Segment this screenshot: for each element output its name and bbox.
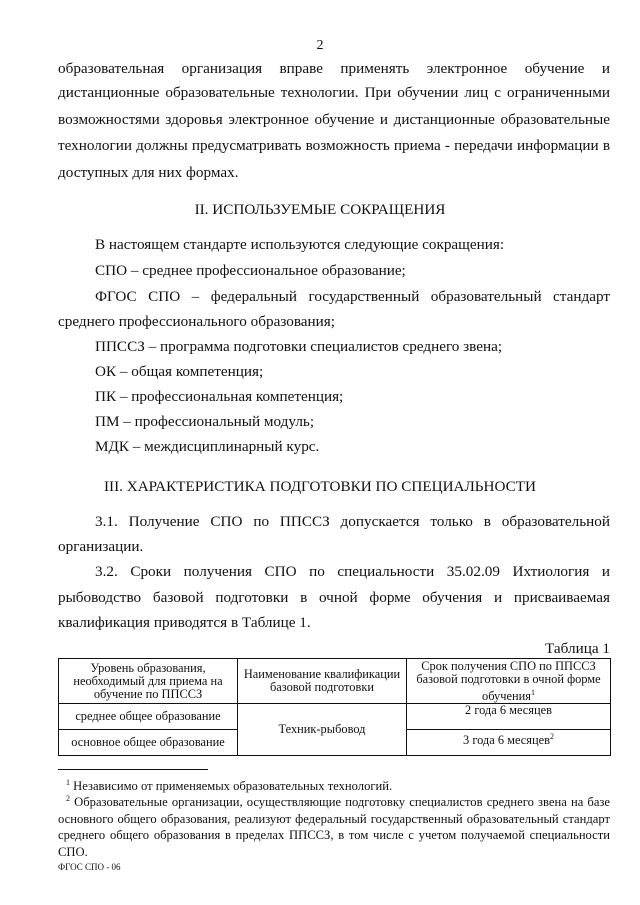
intro-paragraph: дистанционные образовательные технологии. При обучении лиц с ограниченными возможностями здоровья электронное обучение и дистанционные образовательные технологии должны предусматривать возможность приема - передачи информации в доступных для них формах. [58, 84, 610, 181]
footnote-2-mark: 2 [66, 794, 70, 803]
abbrev-spo: СПО – среднее профессиональное образование; [95, 262, 406, 279]
footnote-1-text: Независимо от применяемых образовательных технологий. [73, 779, 393, 793]
para-3-1-line-1: 3.1. Получение СПО по ППССЗ допускается только в образовательной [95, 513, 610, 530]
row-2-term-text: 3 года 6 месяцев [463, 733, 550, 747]
abbrev-pm: ПМ – профессиональный модуль; [95, 413, 315, 430]
para-3-2-line-3: квалификация приводятся в Таблице 1. [58, 614, 311, 631]
abbrev-lead: В настоящем стандарте используются следующие сокращения: [95, 236, 505, 253]
abbrev-ppssz: ППССЗ – программа подготовки специалистов среднего звена; [95, 338, 503, 355]
row-2-term [407, 730, 611, 756]
para-3-2-line-1: 3.2. Сроки получения СПО по специальности 35.02.09 Ихтиология и [95, 563, 610, 580]
para-3-2-line-2: рыбоводство базовой подготовки в очной форме обучения и присваиваемая [58, 589, 610, 606]
page-footer: ФГОС СПО - 06 [58, 862, 121, 872]
table-caption: Таблица 1 [545, 640, 610, 657]
footnote-2-text: Образовательные организации, осуществляющие подготовку специалистов среднего звена на базе основного общего образования, реализуют федеральный государственный образовательный стандарт среднего общего образования в пределах ППССЗ, в том числе с учетом получаемой специальности СПО. [58, 795, 610, 859]
terms-table [58, 658, 611, 756]
footnote-1-mark: 1 [66, 778, 70, 787]
abbrev-ok: ОК – общая компетенция; [95, 363, 264, 380]
qualification-cell: Техник-рыбовод [238, 704, 407, 756]
section-3-heading: III. ХАРАКТЕРИСТИКА ПОДГОТОВКИ ПО СПЕЦИАЛЬНОСТИ [103, 478, 537, 495]
table-header-row [59, 659, 611, 704]
footnote-separator [58, 769, 208, 770]
footnote-ref-1: 1 [530, 687, 535, 697]
page-number: 2 [316, 38, 324, 53]
section-2-heading: II. ИСПОЛЬЗУЕМЫЕ СОКРАЩЕНИЯ [194, 201, 446, 218]
footnote-2 [58, 791, 610, 860]
row-1-term: 2 года 6 месяцев [407, 704, 611, 730]
table-row [59, 704, 611, 730]
para-3-1-line-2: организации. [58, 538, 144, 555]
header-qualification: Наименование квалификации базовой подготовки [238, 659, 407, 704]
abbrev-fgos-line-2: среднего профессионального образования; [58, 313, 335, 330]
row-2-level: основное общее образование [59, 730, 238, 756]
header-term [407, 659, 611, 704]
intro-line-1: образовательная организация вправе применять электронное обучение и [58, 60, 610, 77]
header-level: Уровень образования, необходимый для приема на обучение по ППССЗ [59, 659, 238, 704]
abbrev-pk: ПК – профессиональная компетенция; [95, 388, 344, 405]
abbrev-fgos-line-1: ФГОС СПО – федеральный государственный образовательный стандарт [95, 288, 610, 305]
header-term-text: Срок получения СПО по ППССЗ базовой подготовки в очной форме обучения [416, 658, 601, 703]
footnote-ref-2: 2 [549, 732, 554, 741]
row-1-level: среднее общее образование [59, 704, 238, 730]
abbrev-mdk: МДК – междисциплинарный курс. [95, 438, 320, 455]
